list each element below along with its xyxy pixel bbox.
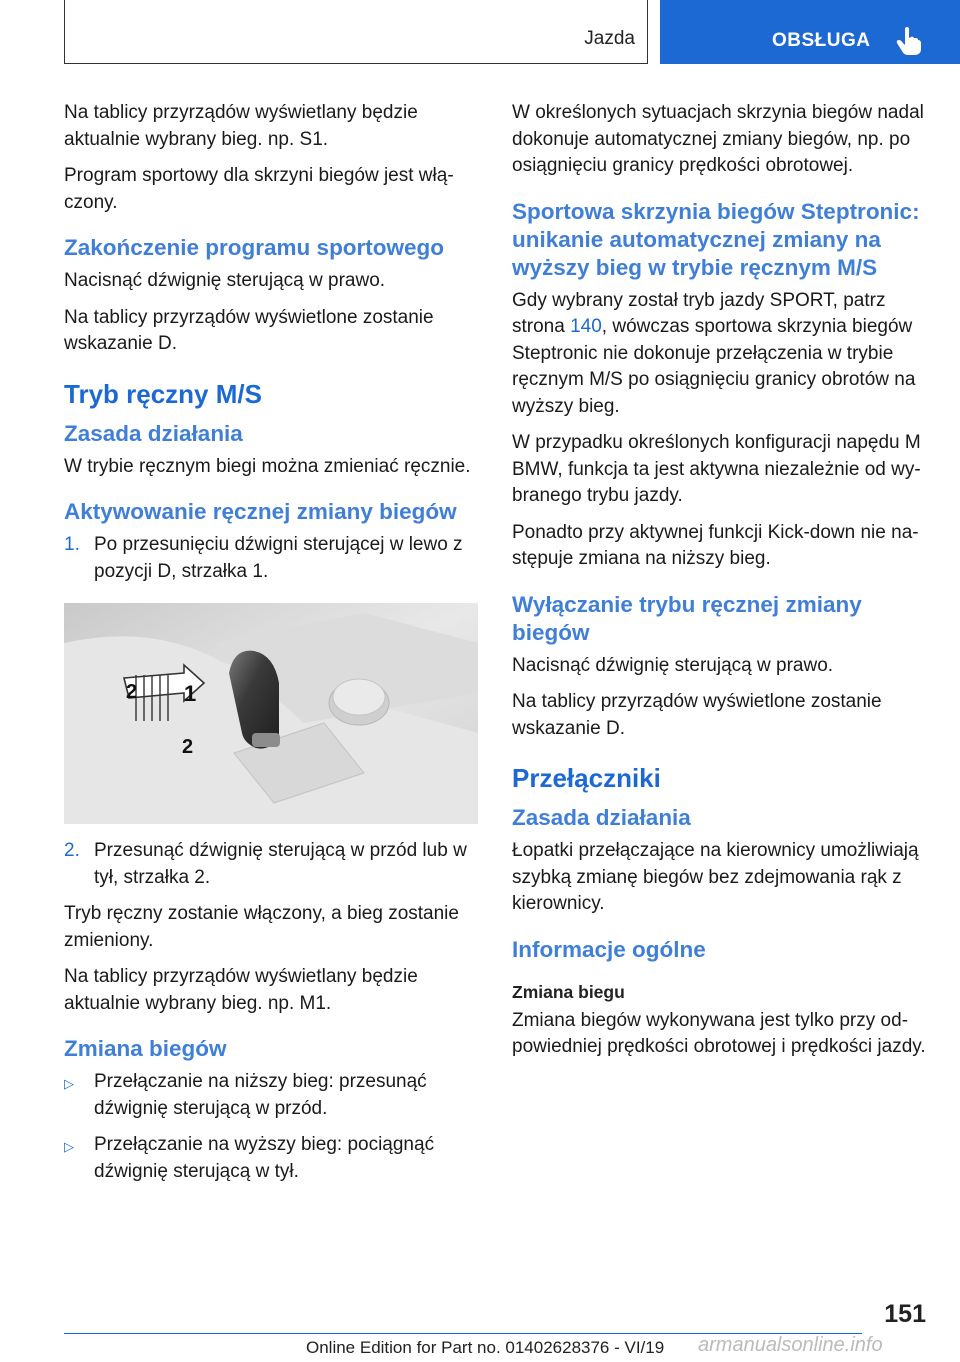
step-number: 2. [64,840,80,861]
subheading-gear-change: Zmiana biegu [512,981,625,1002]
heading-general-info: Informacje ogólne [512,936,706,962]
step-number: 1. [64,534,80,555]
bullet-item [64,1069,478,1122]
figure-label-2-bottom: 2 [182,736,194,758]
edition-note: Online Edition for Part no. 01402628376 - VI/19 [306,1338,665,1357]
paragraph: Ponadto przy aktywnej funkcji Kick-down nie następuje zmiana na niższy bieg. [512,521,919,569]
paragraph: Nacisnąć dźwignię sterującą w prawo. [512,654,834,676]
paragraph: Łopatki przełączające na kierownicy umożliwiają szybką zmianę biegów bez zdejmowania rąk z kierownicy. [512,840,919,914]
header-section-title: Jazda [584,28,635,49]
page-number: 151 [884,1300,926,1328]
step-text: Przesunąć dźwignię sterującą w przód lub w tył, strzałka 2. [94,840,467,888]
bullet-text: Przełączanie na niższy bieg: przesunąć dźwignię sterującą w przód. [94,1071,427,1119]
paragraph: W określonych sytuacjach skrzynia biegów nadal dokonuje automatycznej zmiany biegów, np. po osiągnięciu granicy prędkości obrotowej. [512,102,924,176]
bullet-text: Przełączanie na wyższy bieg: pociągnąć dźwignię sterującą w tył. [94,1134,435,1182]
heading-disable-manual: Wyłączanie trybu ręcznej zmiany biegów [512,591,862,645]
paragraph: Na tablicy przyrządów wyświetlone zostanie wskazanie D. [512,691,882,739]
step-item [64,532,478,585]
hand-pointer-icon [896,26,922,56]
heading-end-sport-program: Zakończenie programu sportowego [64,235,445,260]
right-column [512,100,926,1071]
paragraph: Na tablicy przyrządów wyświetlany będzie aktualnie wybrany bieg. np. S1. [64,102,418,150]
step-text: Po przesunięciu dźwigni sterującej w lewo z pozycji D, strzałka 1. [94,534,463,582]
watermark: armanualsonline.info [698,1334,883,1356]
paragraph: W trybie ręcznym biegi można zmieniać ręcznie. [64,455,471,477]
paragraph: Zmiana biegów wykonywana jest tylko przy odpowiedniej prędkości obrotowej i prędkości jazdy. [512,1009,926,1057]
step-item [64,838,478,891]
paragraph: Na tablicy przyrządów wyświetlone zostanie wskazanie D. [64,306,434,354]
figure-label-2-top: 2 [126,681,138,703]
left-column [64,100,478,1195]
header-section-box [64,0,648,64]
paragraph-text: , wówczas sportowa skrzynia biegów Steptronic nie dokonuje przełączenia w trybie ręcznym M/S po osiągnięciu granicy obrotów na wyższy bieg. [512,316,916,417]
heading-gear-shifting: Zmiana biegów [64,1036,227,1061]
triangle-right-outline-icon: ▷ [64,1076,74,1091]
paragraph: W przypadku określonych konfiguracji napędu M BMW, funkcja ta jest aktywna niezależnie od wybranego trybu jazdy. [512,432,921,506]
paragraph: Nacisnąć dźwignię sterującą w prawo. [64,270,386,291]
gear-selector-illustration [64,603,478,824]
heading-paddles: Przełączniki [512,763,661,793]
page-reference-link[interactable]: 140 [570,316,602,337]
figure-label-1: 1 [184,681,197,706]
gear-selector-drawing [64,603,478,824]
heading-manual-mode: Tryb ręczny M/S [64,378,262,409]
header-chapter-title: OBSŁUGA [772,30,871,51]
triangle-right-outline-icon: ▷ [64,1139,74,1154]
heading-sport-steptronic: Sportowa skrzynia biegów Steptronic: unikanie automatycznej zmiany na wyższy bieg w trybie ręcznym M/S [512,198,920,280]
paragraph: Na tablicy przyrządów wyświetlany będzie aktualnie wybrany bieg. np. M1. [64,966,418,1014]
heading-principle: Zasada działania [64,420,243,446]
paragraph-with-link [512,288,926,421]
heading-principle: Zasada działania [512,805,691,830]
header-chapter-tab[interactable] [660,0,960,64]
bullet-item [64,1132,478,1185]
paragraph-text: Gdy wybrany został tryb jazdy SPORT, patrz strona [512,289,886,337]
paragraph: Program sportowy dla skrzyni biegów jest włączony. [64,165,454,213]
heading-activate-manual: Aktywowanie ręcznej zmiany biegów [64,499,457,524]
paragraph: Tryb ręczny zostanie włączony, a bieg zostanie zmieniony. [64,903,459,951]
